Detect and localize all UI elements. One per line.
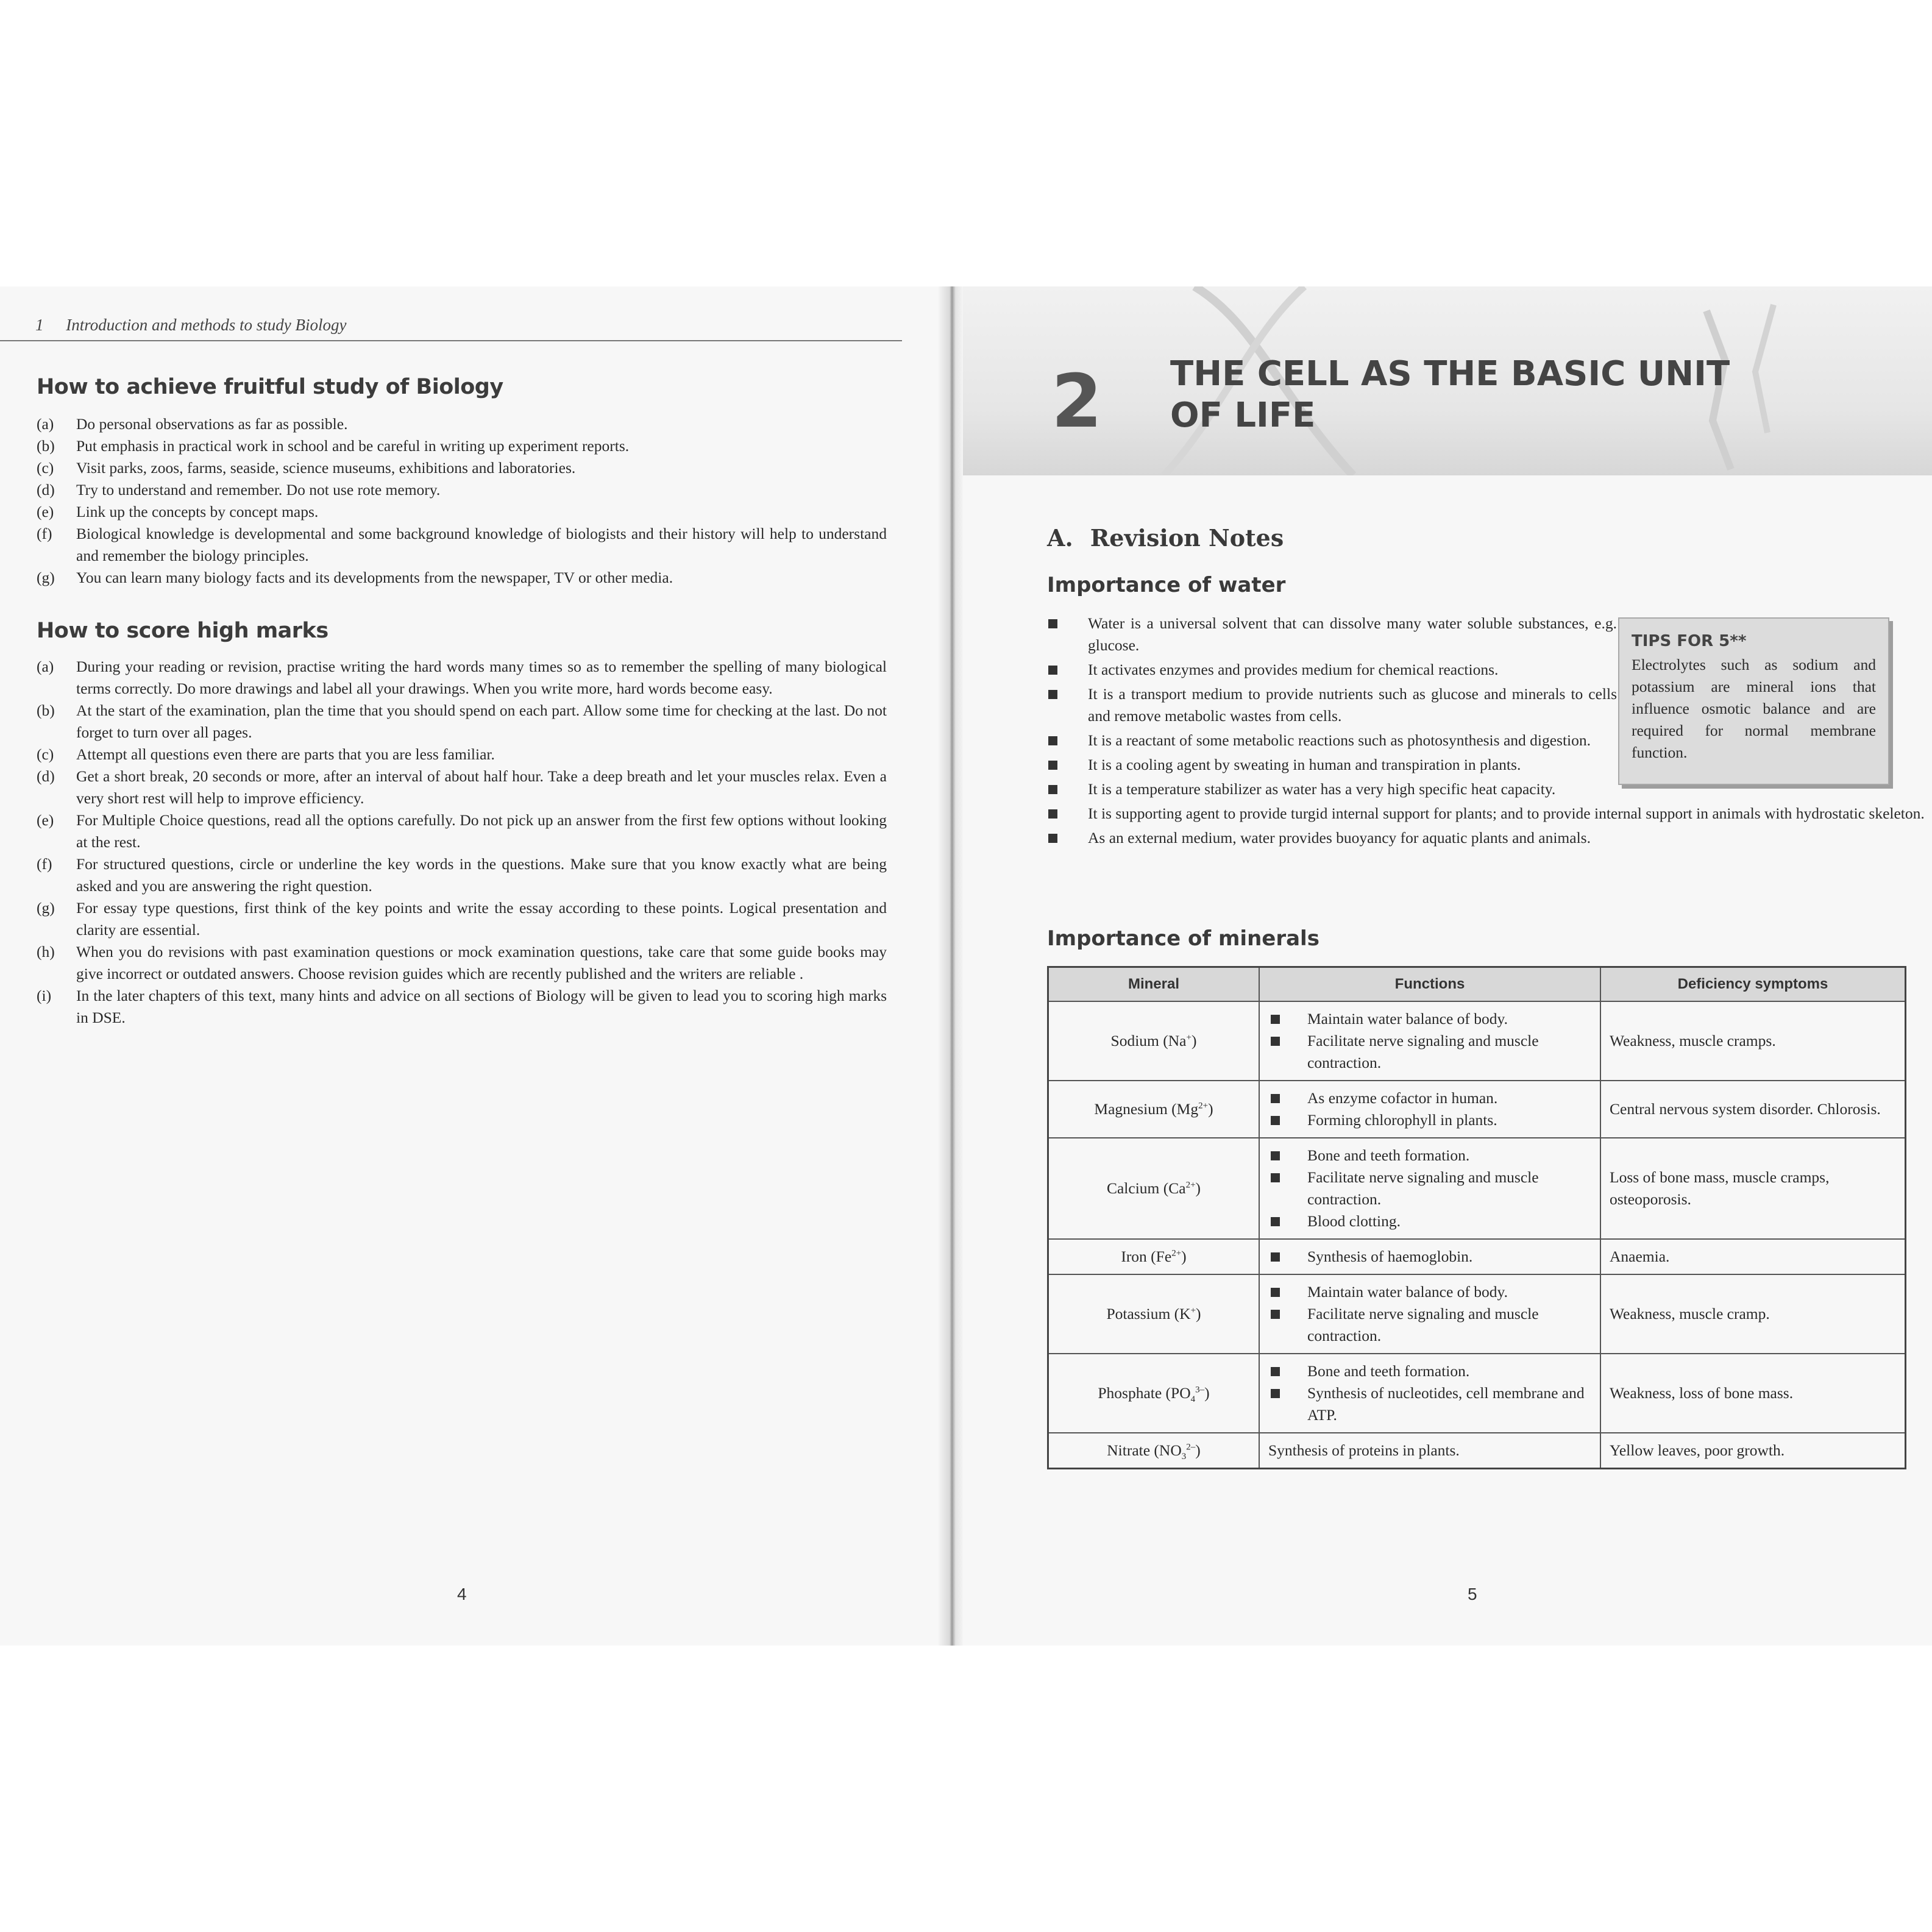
list-item-text: Attempt all questions even there are parts that you are less familiar.	[76, 745, 495, 763]
water-bullet-item	[1047, 803, 1932, 825]
mineral-charge: 2–	[1186, 1442, 1196, 1452]
mineral-name-cell	[1048, 1274, 1260, 1354]
water-bullet-text: As an external medium, water provides buoyancy for aquatic plants and animals.	[1088, 829, 1591, 847]
score-high-marks-list	[37, 656, 887, 1029]
function-item	[1268, 1087, 1591, 1109]
section-heading-score-high-marks: How to score high marks	[37, 619, 329, 643]
list-item-label: (a)	[37, 658, 54, 675]
function-text: Bone and teeth formation.	[1307, 1146, 1470, 1164]
list-item	[37, 656, 887, 700]
list-item-text: At the start of the examination, plan the time that you should spend on each part. Allow some time for checking at the last. Do not forget to turn over all pages.	[76, 701, 887, 741]
book-spread	[0, 286, 1932, 1646]
deficiency-text: Weakness, loss of bone mass.	[1610, 1384, 1794, 1402]
list-item	[37, 809, 887, 853]
deficiency-cell	[1600, 1354, 1906, 1433]
function-text: Blood clotting.	[1307, 1212, 1401, 1230]
water-heading: Importance of water	[1047, 573, 1286, 597]
table-row	[1048, 1138, 1906, 1239]
book-gutter	[939, 286, 963, 1646]
function-text: Facilitate nerve signaling and muscle contraction.	[1307, 1305, 1539, 1344]
water-bullet-text: It is a temperature stabilizer as water has a very high specific heat capacity.	[1088, 780, 1556, 798]
tips-title: TIPS FOR 5**	[1632, 632, 1747, 650]
running-head	[35, 316, 346, 335]
mineral-name: Calcium (Ca	[1106, 1179, 1186, 1197]
list-item	[37, 413, 887, 435]
list-item-label: (d)	[37, 481, 55, 499]
function-text: Maintain water balance of body.	[1307, 1010, 1508, 1028]
water-bullet-text: Water is a universal solvent that can dissolve many water soluble substances, e.g. glucose.	[1088, 614, 1617, 654]
function-item	[1268, 1030, 1591, 1074]
functions-list	[1268, 1246, 1591, 1268]
function-text: Maintain water balance of body.	[1307, 1283, 1508, 1301]
function-item	[1268, 1167, 1591, 1210]
page-number-right: 5	[1468, 1585, 1477, 1603]
header-rule	[0, 340, 902, 341]
bullet-square-icon	[1271, 1094, 1280, 1103]
list-item-text: Biological knowledge is developmental and some background knowledge of biologists and their history will help to understand and remember the biology principles.	[76, 525, 887, 564]
functions-cell	[1259, 1239, 1600, 1274]
mineral-name: Sodium (Na	[1110, 1032, 1187, 1049]
list-item-text: During your reading or revision, practise writing the hard words many times so as to remember the spelling of many biological terms correctly. Do more drawings and label all your drawings. When you write more, hard words become easy.	[76, 658, 887, 697]
table-row	[1048, 1274, 1906, 1354]
list-item	[37, 765, 887, 809]
list-item-text: You can learn many biology facts and its developments from the newspaper, TV or other media.	[76, 569, 673, 586]
table-row	[1048, 1239, 1906, 1274]
mineral-name: Phosphate (PO	[1098, 1384, 1191, 1402]
functions-cell	[1259, 1001, 1600, 1081]
tips-body: Electrolytes such as sodium and potassium are mineral ions that influence osmotic balance and are required for normal membrane function.	[1632, 656, 1876, 761]
list-item-text: Put emphasis in practical work in school and be careful in writing up experiment reports.	[76, 437, 630, 455]
mineral-name: Potassium (K	[1106, 1305, 1191, 1323]
list-item-text: Link up the concepts by concept maps.	[76, 503, 319, 520]
mineral-charge: +	[1186, 1032, 1192, 1043]
chapter-title: THE CELL AS THE BASIC UNIT OF LIFE	[1170, 354, 1730, 435]
list-item-label: (e)	[37, 811, 54, 829]
column-header-deficiency: Deficiency symptoms	[1600, 967, 1906, 1002]
bullet-square-icon	[1048, 690, 1057, 699]
bullet-square-icon	[1271, 1252, 1280, 1262]
functions-cell	[1259, 1138, 1600, 1239]
list-item	[37, 744, 887, 765]
bullet-square-icon	[1048, 666, 1057, 675]
functions-list	[1268, 1145, 1591, 1232]
list-item	[37, 985, 887, 1029]
water-bullet-text: It activates enzymes and provides medium for chemical reactions.	[1088, 661, 1499, 678]
mineral-name: Iron (Fe	[1121, 1248, 1172, 1265]
deficiency-text: Weakness, muscle cramps.	[1610, 1032, 1776, 1049]
function-text: Facilitate nerve signaling and muscle contraction.	[1307, 1168, 1539, 1208]
function-text: Synthesis of nucleotides, cell membrane and ATP.	[1307, 1384, 1585, 1424]
bullet-square-icon	[1271, 1310, 1280, 1319]
list-item-text: For Multiple Choice questions, read all the options carefully. Do not pick up an answer from the first few options without looking at the rest.	[76, 811, 887, 851]
list-item-label: (h)	[37, 943, 55, 961]
mineral-charge: +	[1190, 1305, 1196, 1316]
list-item	[37, 435, 887, 457]
right-page	[963, 286, 1932, 1646]
bullet-square-icon	[1271, 1151, 1280, 1160]
list-item-text: Get a short break, 20 seconds or more, after an interval of about half hour. Take a deep breath and let your muscles relax. Even a very short rest will help to improve efficiency.	[76, 767, 887, 807]
list-item-label: (b)	[37, 437, 55, 455]
function-item	[1268, 1281, 1591, 1303]
bullet-square-icon	[1271, 1015, 1280, 1024]
water-bullet-item	[1047, 730, 1617, 751]
function-item	[1268, 1246, 1591, 1268]
list-item-label: (g)	[37, 569, 55, 586]
list-item-text: For essay type questions, first think of the key points and write the essay according to these points. Logical presentation and clarity are essential.	[76, 899, 887, 939]
mineral-name-cell	[1048, 1433, 1260, 1469]
mineral-close-paren: )	[1181, 1248, 1187, 1265]
water-bullet-text: It is supporting agent to provide turgid internal support for plants; and to provide internal support in animals with hydrostatic skeleton.	[1088, 804, 1925, 822]
table-row	[1048, 1354, 1906, 1433]
section-heading-fruitful-study: How to achieve fruitful study of Biology	[37, 375, 503, 399]
list-item	[37, 853, 887, 897]
list-item-label: (g)	[37, 899, 55, 917]
running-head-title: Introduction and methods to study Biology	[66, 316, 347, 334]
table-row	[1048, 1081, 1906, 1138]
water-bullet-item	[1047, 827, 1932, 849]
water-bullet-item	[1047, 659, 1617, 681]
function-text: Facilitate nerve signaling and muscle contraction.	[1307, 1032, 1539, 1071]
water-bullet-item	[1047, 683, 1617, 727]
list-item	[37, 897, 887, 941]
fruitful-study-list	[37, 413, 887, 589]
column-header-functions: Functions	[1259, 967, 1600, 1002]
mineral-close-paren: )	[1191, 1032, 1197, 1049]
function-text: Bone and teeth formation.	[1307, 1362, 1470, 1380]
function-text: Forming chlorophyll in plants.	[1307, 1111, 1497, 1129]
mineral-name-cell	[1048, 1354, 1260, 1433]
list-item-text: For structured questions, circle or underline the key words in the questions. Make sure that you know exactly what are being asked and you are answering the right question.	[76, 855, 887, 895]
function-text: Synthesis of proteins in plants.	[1268, 1441, 1460, 1459]
deficiency-text: Weakness, muscle cramp.	[1610, 1305, 1770, 1323]
mineral-close-paren: )	[1195, 1441, 1201, 1459]
list-item	[37, 457, 887, 479]
list-item-text: Try to understand and remember. Do not use rote memory.	[76, 481, 441, 499]
function-text: Synthesis of haemoglobin.	[1307, 1248, 1473, 1265]
mineral-close-paren: )	[1208, 1100, 1213, 1118]
minerals-table-header	[1048, 967, 1906, 1002]
function-item	[1268, 1145, 1591, 1167]
functions-cell	[1259, 1354, 1600, 1433]
mineral-name-cell	[1048, 1001, 1260, 1081]
function-item	[1268, 1303, 1591, 1347]
left-page	[0, 286, 939, 1646]
bullet-square-icon	[1271, 1389, 1280, 1398]
deficiency-cell	[1600, 1081, 1906, 1138]
list-item-label: (e)	[37, 503, 54, 520]
chapter-banner	[963, 286, 1932, 475]
minerals-heading: Importance of minerals	[1047, 926, 1319, 951]
list-item	[37, 501, 887, 523]
deficiency-text: Anaemia.	[1610, 1248, 1670, 1265]
mineral-charge: 2+	[1198, 1101, 1209, 1111]
list-item-label: (c)	[37, 745, 54, 763]
bullet-square-icon	[1048, 834, 1057, 843]
bullet-square-icon	[1048, 736, 1057, 745]
revision-notes-heading	[1047, 524, 1284, 552]
list-item-text: Visit parks, zoos, farms, seaside, science museums, exhibitions and laboratories.	[76, 459, 576, 477]
mineral-close-paren: )	[1195, 1179, 1201, 1197]
water-bullet-text: It is a cooling agent by sweating in human and transpiration in plants.	[1088, 756, 1521, 773]
list-item-label: (i)	[37, 987, 52, 1004]
bullet-square-icon	[1271, 1367, 1280, 1376]
list-item-label: (d)	[37, 767, 55, 785]
mineral-name: Nitrate (NO	[1107, 1441, 1182, 1459]
water-bullet-text: It is a transport medium to provide nutrients such as glucose and minerals to cells and remove metabolic wastes from cells.	[1088, 685, 1617, 725]
mineral-charge: 2+	[1171, 1248, 1182, 1259]
deficiency-cell	[1600, 1138, 1906, 1239]
mineral-subscript: 3	[1181, 1452, 1187, 1462]
functions-cell	[1259, 1274, 1600, 1354]
bullet-square-icon	[1048, 785, 1057, 794]
deficiency-text: Loss of bone mass, muscle cramps, osteoporosis.	[1610, 1168, 1830, 1208]
function-item	[1268, 1008, 1591, 1030]
list-item-text: Do personal observations as far as possible.	[76, 415, 348, 433]
list-item	[37, 479, 887, 501]
bullet-square-icon	[1271, 1217, 1280, 1226]
list-item-label: (f)	[37, 525, 52, 542]
mineral-close-paren: )	[1204, 1384, 1210, 1402]
deficiency-cell	[1600, 1433, 1906, 1469]
table-row	[1048, 1433, 1906, 1469]
deficiency-cell	[1600, 1239, 1906, 1274]
bullet-square-icon	[1271, 1288, 1280, 1297]
mineral-name-cell	[1048, 1138, 1260, 1239]
mineral-name-cell	[1048, 1239, 1260, 1274]
bullet-square-icon	[1271, 1116, 1280, 1125]
tips-box	[1618, 617, 1889, 785]
functions-cell	[1259, 1433, 1600, 1469]
revision-notes-title: Revision Notes	[1090, 524, 1284, 552]
list-item	[37, 523, 887, 567]
list-item-label: (c)	[37, 459, 54, 477]
list-item-label: (b)	[37, 701, 55, 719]
list-item-text: In the later chapters of this text, many hints and advice on all sections of Biology will be given to lead you to scoring high marks in DSE.	[76, 987, 887, 1026]
list-item-label: (a)	[37, 415, 54, 433]
water-bullet-text: It is a reactant of some metabolic reactions such as photosynthesis and digestion.	[1088, 731, 1591, 749]
running-head-chapter-number: 1	[35, 316, 44, 334]
deficiency-text: Central nervous system disorder. Chlorosis.	[1610, 1100, 1881, 1118]
chapter-number: 2	[1051, 360, 1103, 444]
mineral-charge: 3–	[1195, 1385, 1205, 1395]
column-header-mineral: Mineral	[1048, 967, 1260, 1002]
functions-list	[1268, 1360, 1591, 1426]
bullet-square-icon	[1271, 1037, 1280, 1046]
list-item	[37, 700, 887, 744]
function-item	[1268, 1210, 1591, 1232]
bullet-square-icon	[1271, 1173, 1280, 1182]
list-item	[37, 941, 887, 985]
bullet-square-icon	[1048, 761, 1057, 770]
function-text: As enzyme cofactor in human.	[1307, 1089, 1498, 1107]
page-number-left: 4	[457, 1585, 467, 1603]
deficiency-cell	[1600, 1001, 1906, 1081]
functions-list	[1268, 1281, 1591, 1347]
functions-cell	[1259, 1081, 1600, 1138]
deficiency-cell	[1600, 1274, 1906, 1354]
minerals-table	[1047, 966, 1906, 1469]
function-item	[1268, 1109, 1591, 1131]
mineral-charge: 2+	[1185, 1180, 1196, 1190]
mineral-name-cell	[1048, 1081, 1260, 1138]
bullet-square-icon	[1048, 619, 1057, 628]
mineral-close-paren: )	[1196, 1305, 1201, 1323]
functions-list	[1268, 1008, 1591, 1074]
function-item	[1268, 1360, 1591, 1382]
water-bullet-item	[1047, 613, 1617, 656]
bullet-square-icon	[1048, 809, 1057, 819]
list-item-label: (f)	[37, 855, 52, 873]
list-item-text: When you do revisions with past examination questions or mock examination questions, take care that some guide books may give incorrect or outdated answers. Choose revision guides which are recently published and the writers are reliable .	[76, 943, 887, 982]
functions-list	[1268, 1087, 1591, 1131]
mineral-subscript: 4	[1190, 1394, 1196, 1405]
deficiency-text: Yellow leaves, poor growth.	[1610, 1441, 1785, 1459]
revision-notes-letter: A.	[1047, 524, 1073, 552]
table-row	[1048, 1001, 1906, 1081]
list-item	[37, 567, 887, 589]
mineral-name: Magnesium (Mg	[1094, 1100, 1199, 1118]
function-item	[1268, 1382, 1591, 1426]
